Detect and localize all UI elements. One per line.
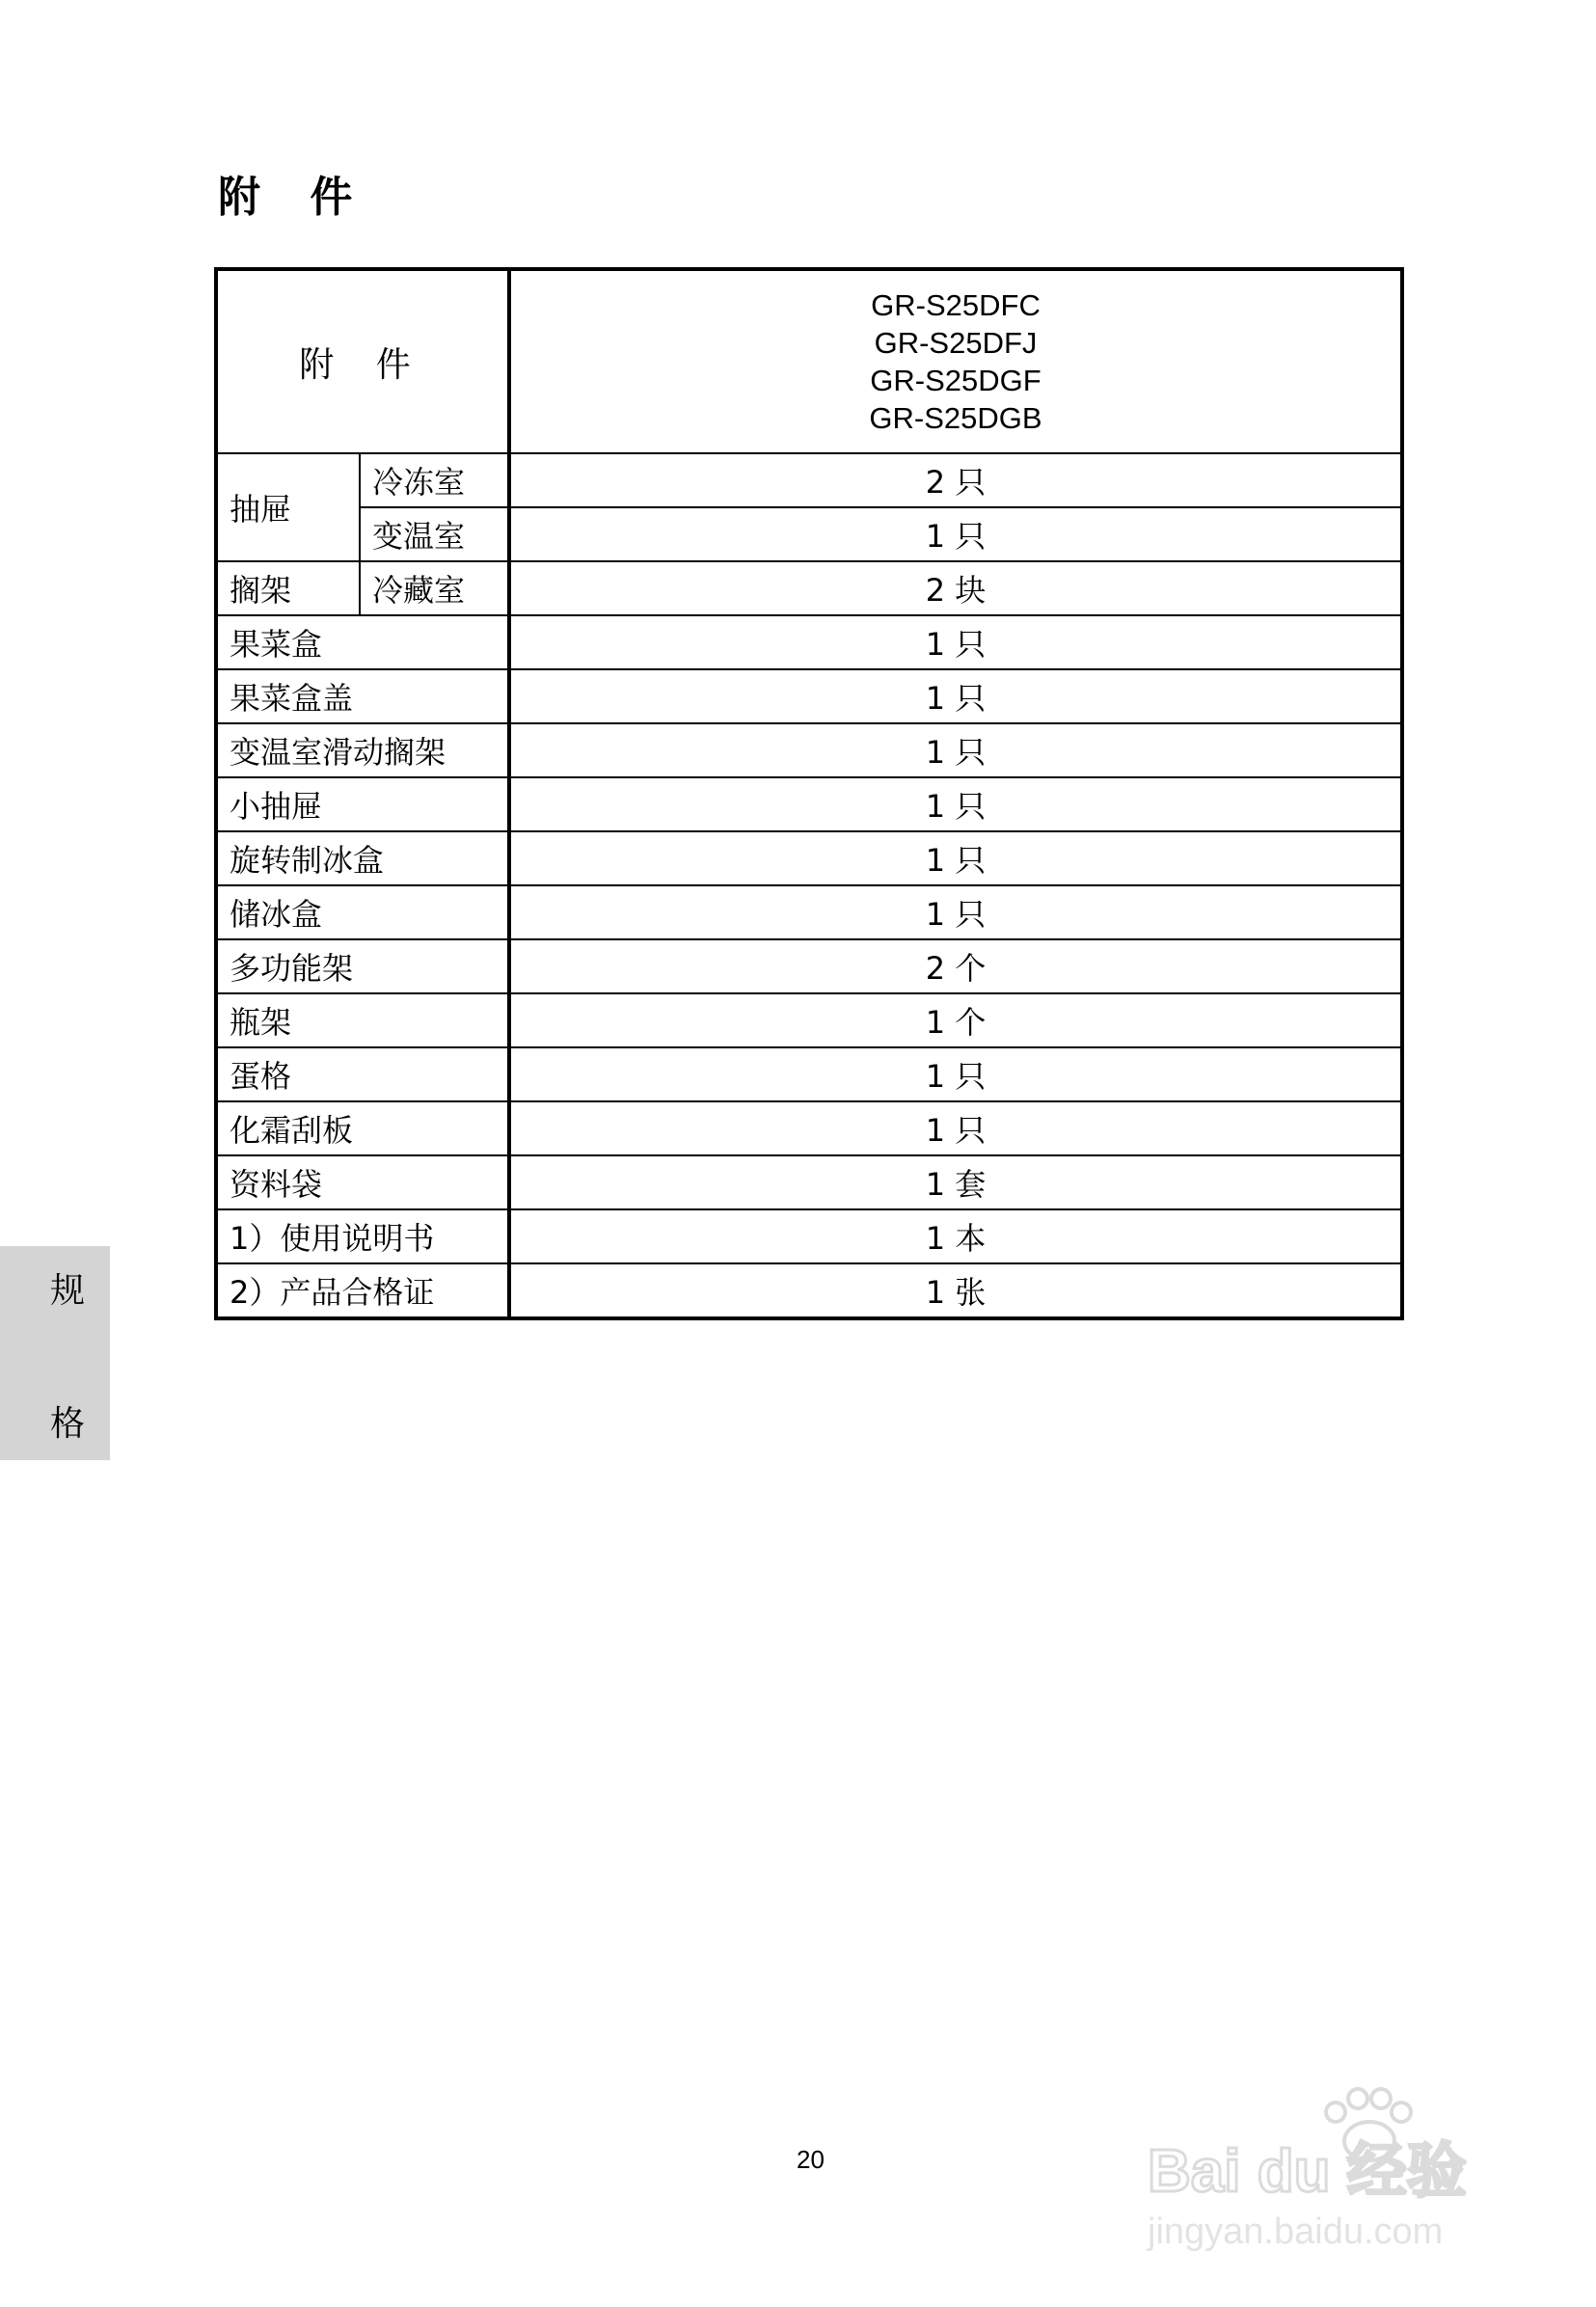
model-name: GR-S25DFC — [871, 288, 1041, 322]
side-tab-char: 规 — [50, 1271, 86, 1311]
row-qty: 2 块 — [509, 561, 1402, 615]
row-name: 蛋格 — [216, 1047, 509, 1101]
row-qty: 2 个 — [509, 939, 1402, 993]
row-qty: 1 只 — [509, 669, 1402, 723]
row-qty: 1 只 — [509, 723, 1402, 777]
row-name: 储冰盒 — [216, 885, 509, 939]
row-subname: 冷冻室 — [360, 453, 509, 507]
row-subname: 变温室 — [360, 507, 509, 561]
table-row — [216, 777, 1402, 831]
page-number: 20 — [797, 2145, 825, 2174]
shelf-label: 搁架 — [216, 561, 360, 615]
row-name: 1）使用说明书 — [216, 1209, 509, 1263]
page-title: 附 件 — [218, 173, 370, 222]
row-qty: 1 只 — [509, 1047, 1402, 1101]
table-row — [216, 1263, 1402, 1318]
row-name: 变温室滑动搁架 — [216, 723, 509, 777]
model-name: GR-S25DFJ — [874, 326, 1038, 360]
table-row — [216, 561, 1402, 615]
table-row — [216, 831, 1402, 885]
row-name: 资料袋 — [216, 1155, 509, 1209]
table-row — [216, 1047, 1402, 1101]
side-tab-char: 格 — [50, 1404, 86, 1444]
table-row — [216, 1155, 1402, 1209]
row-name: 多功能架 — [216, 939, 509, 993]
table-row — [216, 1209, 1402, 1263]
drawer-label: 抽屉 — [216, 453, 360, 561]
table-row — [216, 615, 1402, 669]
watermark-url: jingyan.baidu.com — [1148, 2212, 1444, 2252]
row-name: 化霜刮板 — [216, 1101, 509, 1155]
accessories-table — [214, 267, 1404, 1320]
row-qty: 1 只 — [509, 777, 1402, 831]
row-qty: 2 只 — [509, 453, 1402, 507]
model-name: GR-S25DGF — [870, 364, 1041, 397]
header-label: 附 件 — [216, 269, 509, 453]
baidu-jingyan-watermark — [1138, 2074, 1524, 2266]
row-name: 果菜盒盖 — [216, 669, 509, 723]
row-qty: 1 只 — [509, 831, 1402, 885]
table-row — [216, 669, 1402, 723]
row-qty: 1 只 — [509, 507, 1402, 561]
watermark-brand: Bai du 经验 — [1148, 2138, 1467, 2205]
model-list — [509, 269, 1402, 453]
table-row — [216, 885, 1402, 939]
row-qty: 1 个 — [509, 993, 1402, 1047]
row-qty: 1 张 — [509, 1263, 1402, 1318]
row-qty: 1 本 — [509, 1209, 1402, 1263]
table-row — [216, 723, 1402, 777]
row-name: 2）产品合格证 — [216, 1263, 509, 1318]
row-qty: 1 只 — [509, 885, 1402, 939]
table-row — [216, 453, 1402, 507]
row-qty: 1 只 — [509, 615, 1402, 669]
row-qty: 1 只 — [509, 1101, 1402, 1155]
row-qty: 1 套 — [509, 1155, 1402, 1209]
table-row — [216, 1101, 1402, 1155]
row-name: 旋转制冰盒 — [216, 831, 509, 885]
section-side-tab — [0, 1246, 110, 1460]
model-name: GR-S25DGB — [869, 401, 1042, 435]
row-subname: 冷藏室 — [360, 561, 509, 615]
row-name: 果菜盒 — [216, 615, 509, 669]
row-name: 瓶架 — [216, 993, 509, 1047]
table-row — [216, 507, 1402, 561]
table-row — [216, 939, 1402, 993]
row-name: 小抽屉 — [216, 777, 509, 831]
table-row — [216, 993, 1402, 1047]
table-header-row — [216, 269, 1402, 453]
